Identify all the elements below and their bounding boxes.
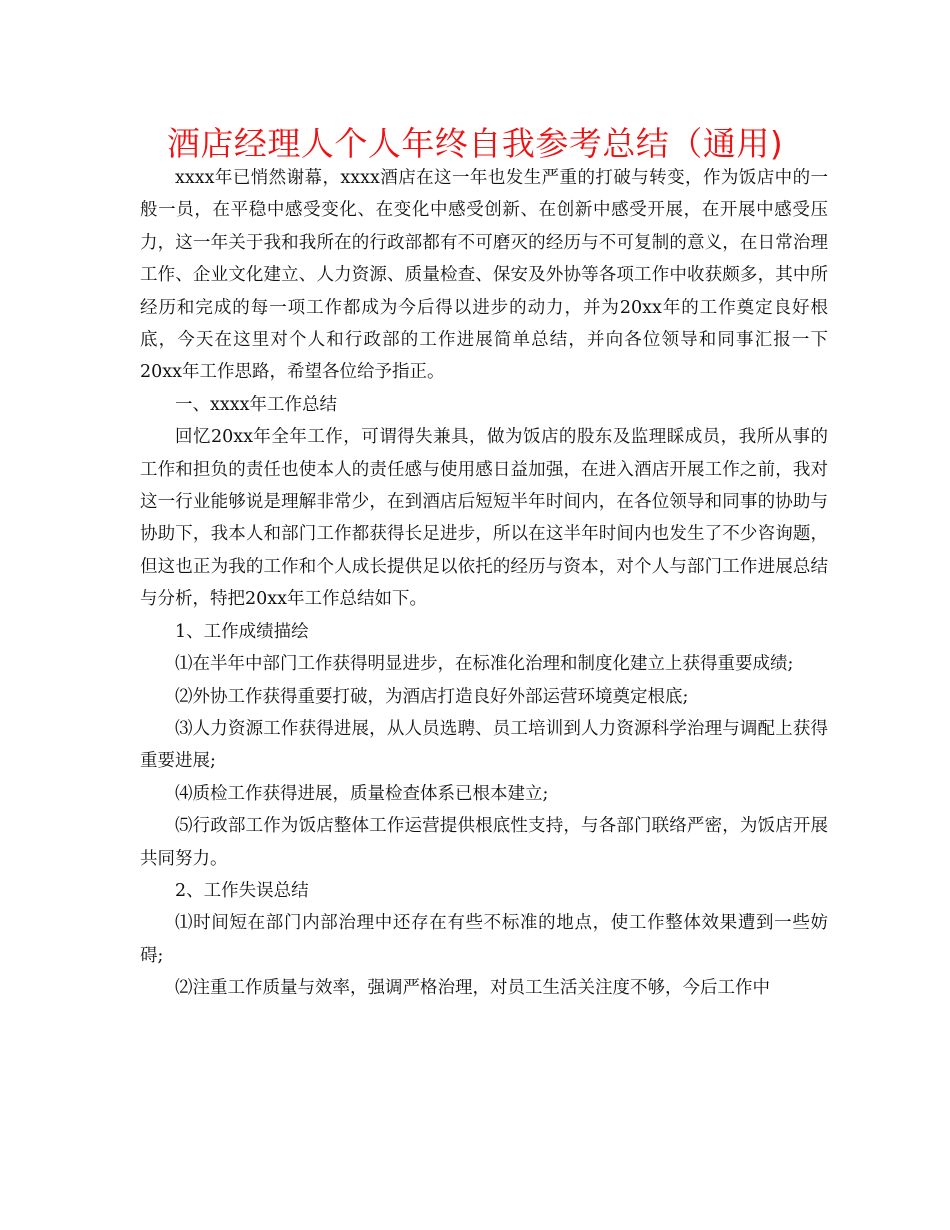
mistake-item-1: ⑴时间短在部门内部治理中还存在有些不标准的地点，使工作整体效果遭到一些妨碍;	[140, 913, 828, 966]
section-heading-annual-summary: 一、xxxx年工作总结	[175, 394, 337, 415]
paragraph-review: 回忆20xx年全年工作，可谓得失兼具，做为饭店的股东及监理睬成员，我所从事的工作和担负的责任也使本人的责任感与使用感日益加强，在进入酒店开展工作之前，我对这一行业能够说是理解非常少，在到酒店后短短半年时间内，在各位领导和同事的协助与协助下，我本人和部门工作都获得长足进步，所以在这半年时间内也发生了不少咨询题，但这也正为我的工作和个人成长提供足以依托的经历与资本，对个人与部门工作进展总结与分析，特把20xx年工作总结如下。	[140, 427, 828, 610]
subsection-heading-achievements: 1、工作成绩描绘	[175, 621, 309, 642]
achievement-item-4: ⑷质检工作获得进展，质量检查体系已根本建立;	[175, 783, 549, 804]
mistake-item-2: ⑵注重工作质量与效率，强调严格治理，对员工生活关注度不够，今后工作中	[175, 978, 770, 999]
paragraph-intro: xxxx年已悄然谢幕，xxxx酒店在这一年也发生严重的打破与转变，作为饭店中的一般一员，在平稳中感受变化、在变化中感受创新、在创新中感受开展，在开展中感受压力，这一年关于我和我所在的行政部都有不可磨灭的经历与不可复制的意义，在日常治理工作、企业文化建立、人力资源、质量检查、保安及外协等各项工作中收获颇多，其中所经历和完成的每一项工作都成为今后得以进步的动力，并为20xx年的工作奠定良好根底，今天在这里对个人和行政部的工作进展简单总结，并向各位领导和同事汇报一下20xx年工作思路，希望各位给予指正。	[140, 168, 828, 383]
achievement-item-2: ⑵外协工作获得重要打破，为酒店打造良好外部运营环境奠定根底;	[175, 686, 689, 707]
achievement-item-1: ⑴在半年中部门工作获得明显进步，在标准化治理和制度化建立上获得重要成绩;	[175, 654, 794, 675]
achievement-item-5: ⑸行政部工作为饭店整体工作运营提供根底性支持，与各部门联络严密，为饭店开展共同努力。	[140, 816, 828, 869]
subsection-heading-mistakes: 2、工作失误总结	[175, 880, 309, 901]
document-title: 酒店经理人个人年终自我参考总结（通用)	[166, 124, 784, 163]
achievement-item-3: ⑶人力资源工作获得进展，从人员选聘、员工培训到人力资源科学治理与调配上获得重要进展;	[140, 718, 828, 772]
document-body	[140, 162, 828, 1005]
